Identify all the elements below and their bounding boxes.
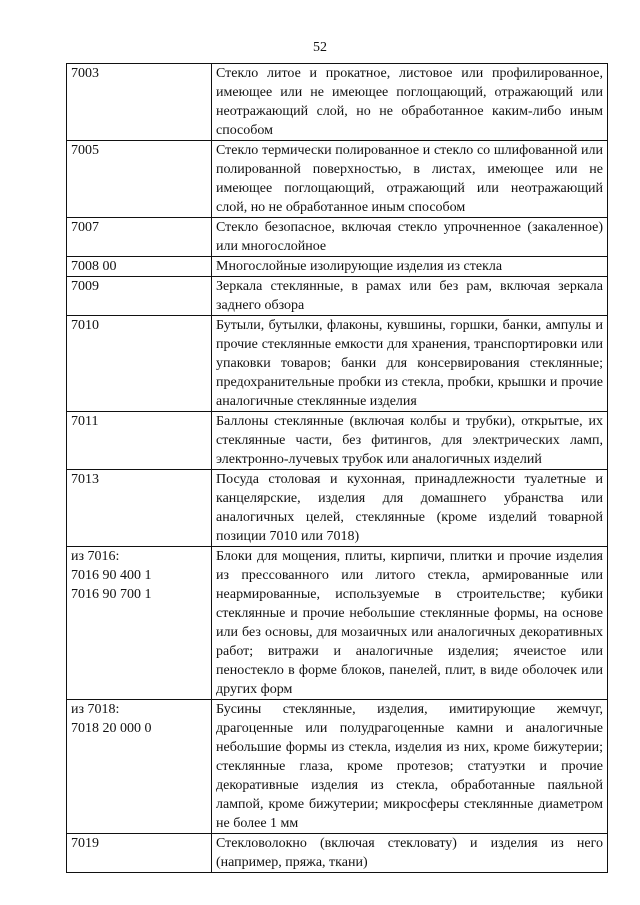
description-cell: Стекло литое и прокатное, листовое или профилированное, имеющее или не имеющее поглощающий, отражающий или неотражающий слой, но не обработанное каким-либо иным способом [212,64,608,141]
code-cell [67,218,212,257]
table-row [67,141,608,218]
description-cell: Блоки для мощения, плиты, кирпичи, плитки и прочие изделия из прессованного или литого стекла, армированные или неармированные, используемые в строительстве; кубики стеклянные и прочие небольшие стеклянные формы, на основе или без основы, для мозаичных или аналогичных декоративных работ; витражи и аналогичные изделия; ячеистое или пеностекло в форме блоков, панелей, плит, в виде оболочек или других форм [212,547,608,700]
table-row [67,218,608,257]
code-text: 7019 [71,836,99,851]
table-body [67,64,608,873]
table-row [67,64,608,141]
description-cell: Стекло термически полированное и стекло со шлифованной или полированной поверхностью, в листах, имеющее или не имеющее поглощающий, отражающий или неотражающий слой, но не обработанное иным способом [212,141,608,218]
page-number: 52 [313,40,327,55]
code-text: 7016 90 400 1 [71,568,152,583]
code-text: 7016 90 700 1 [71,587,152,602]
description-cell: Многослойные изолирующие изделия из стекла [212,257,608,277]
code-text: 7003 [71,66,99,81]
description-cell: Бутыли, бутылки, флаконы, кувшины, горшки, банки, ампулы и прочие стеклянные емкости для хранения, транспортировки или упаковки товаров; банки для консервирования стеклянные; предохранительные пробки из стекла, пробки, крышки и прочие аналогичные стеклянные изделия [212,316,608,412]
description-cell: Стекло безопасное, включая стекло упрочненное (закаленное) или многослойное [212,218,608,257]
code-cell [67,700,212,834]
code-text: 7011 [71,414,99,429]
code-text: 7010 [71,318,99,333]
code-cell [67,834,212,873]
customs-codes-table [66,63,608,873]
description-cell: Посуда столовая и кухонная, принадлежности туалетные и канцелярские, изделия для домашнего убранства или аналогичных целей, стеклянные (кроме изделий товарной позиции 7010 или 7018) [212,470,608,547]
code-cell [67,64,212,141]
code-cell [67,277,212,316]
code-text: 7005 [71,143,99,158]
code-text: 7008 00 [71,259,117,274]
code-text: 7013 [71,472,99,487]
code-cell [67,257,212,277]
description-cell: Бусины стеклянные, изделия, имитирующие жемчуг, драгоценные или полудрагоценные камни и аналогичные небольшие формы из стекла, изделия из них, кроме бижутерии; стеклянные глаза, кроме протезов; статуэтки и прочие декоративные изделия из стекла, обработанные паяльной лампой, кроме бижутерии; микросферы стеклянные диаметром не более 1 мм [212,700,608,834]
code-heading: из 7018: [71,702,120,717]
code-text: 7009 [71,279,99,294]
table-row [67,834,608,873]
table-row [67,547,608,700]
description-cell: Баллоны стеклянные (включая колбы и трубки), открытые, их стеклянные части, без фитингов, для электрических ламп, электронно-лучевых трубок или аналогичных изделий [212,412,608,470]
table-row [67,257,608,277]
code-cell [67,412,212,470]
table-row [67,277,608,316]
code-cell [67,470,212,547]
table-row [67,316,608,412]
description-cell: Зеркала стеклянные, в рамах или без рам, включая зеркала заднего обзора [212,277,608,316]
table-row [67,700,608,834]
description-cell: Стекловолокно (включая стекловату) и изделия из него (например, пряжа, ткани) [212,834,608,873]
table-row [67,412,608,470]
code-text: 7007 [71,220,99,235]
table-row [67,470,608,547]
code-cell [67,141,212,218]
code-heading: из 7016: [71,549,120,564]
code-text: 7018 20 000 0 [71,721,152,736]
code-cell [67,316,212,412]
code-cell [67,547,212,700]
